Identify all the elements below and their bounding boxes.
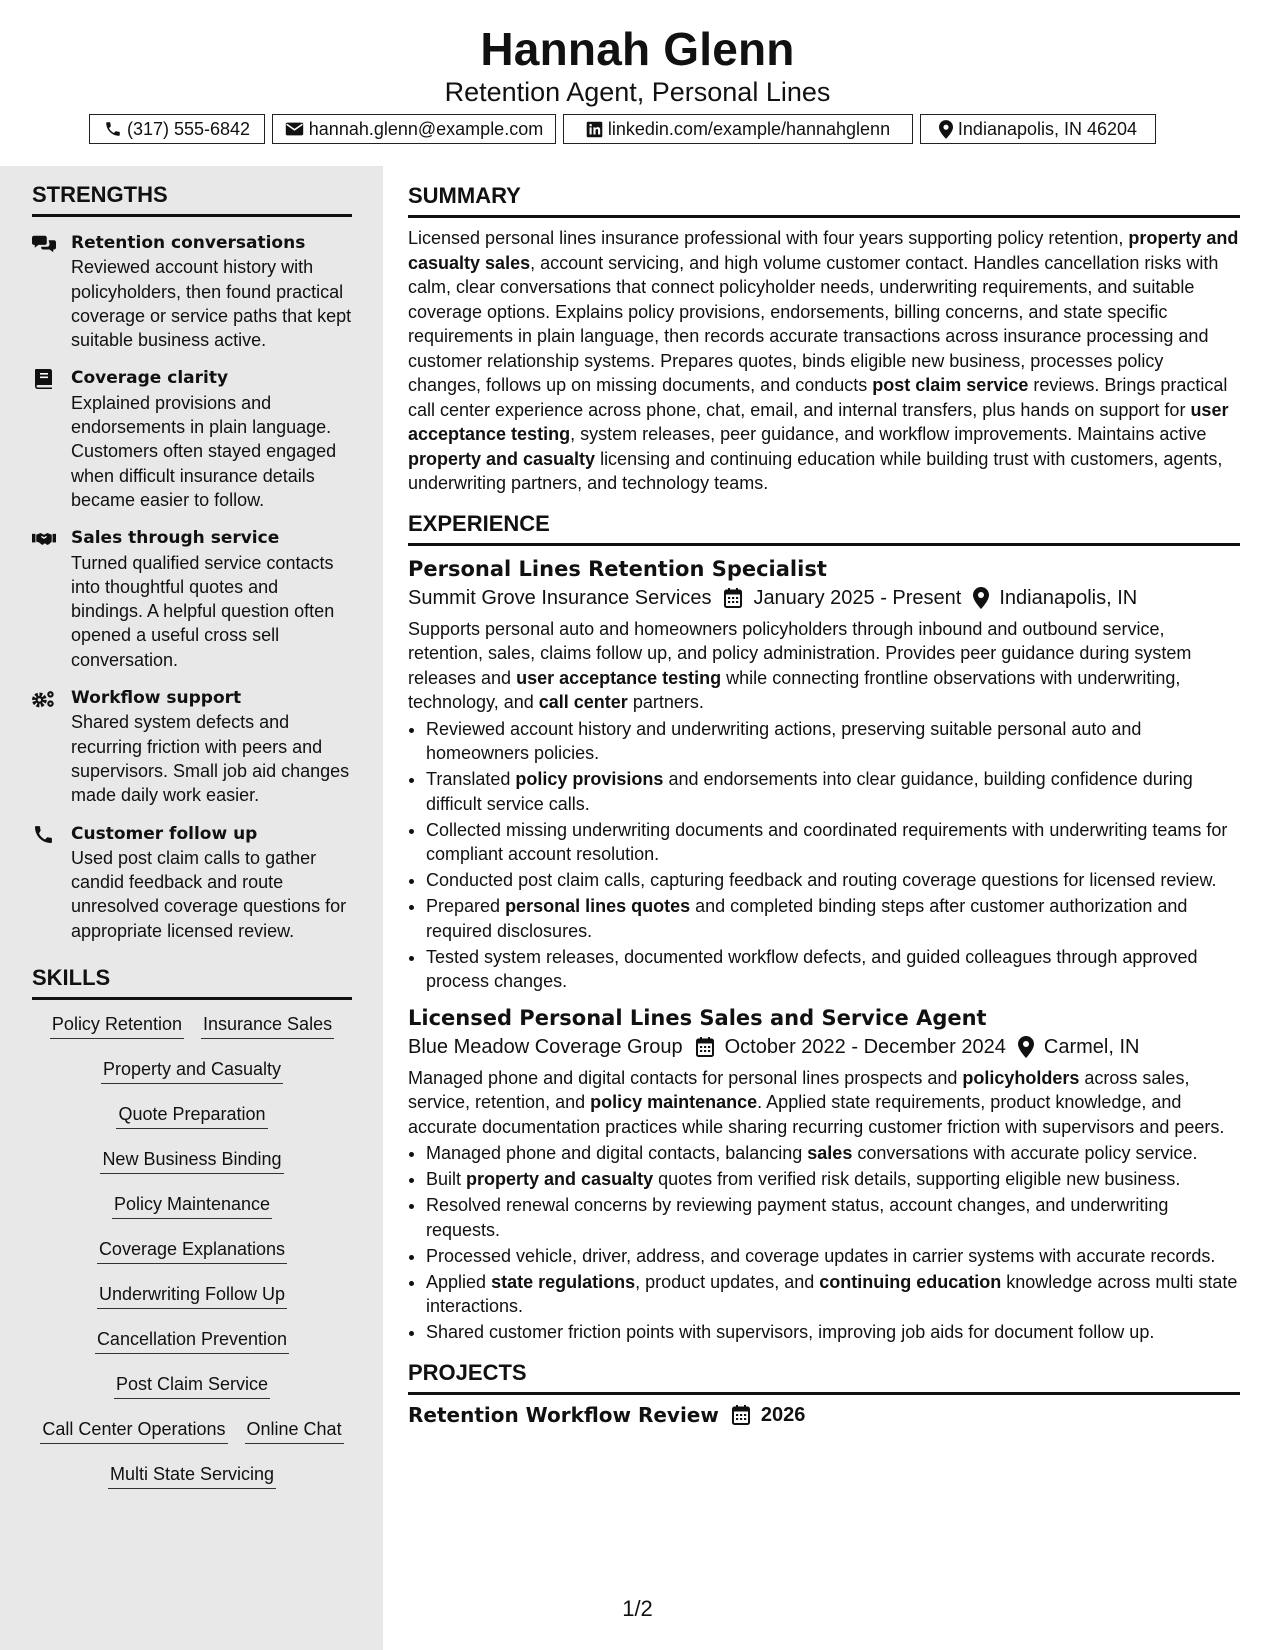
job-dates: October 2022 - December 2024 (724, 1035, 1006, 1058)
skill-tag: Quote Preparation (116, 1103, 267, 1129)
job-description (408, 1066, 1240, 1140)
body-text: Supports personal auto and homeowners policyholders through inbound and outbound service, retention, sales, claims follow up, and policy administration. Provides peer guidance during system releases and (408, 618, 1192, 688)
job-title: Licensed Personal Lines Sales and Service Agent (408, 1005, 987, 1030)
bullet-item (426, 945, 1240, 994)
bullet-item (426, 1320, 1240, 1345)
body-text: Reviewed account history and underwriting actions, preserving suitable personal auto and homeowners policies. (426, 718, 1142, 763)
skill-row (32, 1103, 352, 1148)
body-text: partners. (627, 692, 704, 712)
skill-row (32, 1328, 352, 1373)
skill-tag: Property and Casualty (101, 1058, 283, 1084)
map-pin-icon (939, 120, 953, 139)
strength-text: Turned qualified service contacts into thoughtful quotes and bindings. A helpful question often opened a useful cross sell conversation. (71, 552, 335, 670)
strength-title: Sales through service (71, 528, 280, 549)
job-entry (408, 1004, 1240, 1345)
body-text: and endorsements into clear guidance, building confidence during difficult service calls. (426, 769, 1193, 814)
contact-email[interactable] (272, 114, 556, 144)
job-bullets (408, 717, 1240, 994)
body-text: . Applied state requirements, product knowledge, and accurate documentation practices while sharing recurring customer friction with supervisors and peers. (408, 1092, 1225, 1137)
body-text: across sales, service, retention, and (408, 1067, 1190, 1112)
contact-bar (89, 114, 1156, 144)
job-meta (408, 1032, 1240, 1062)
handshake-icon (32, 529, 56, 549)
body-text: Managed phone and digital contacts, balancing (426, 1143, 808, 1163)
strength-title: Workflow support (71, 688, 242, 709)
skill-row (32, 1283, 352, 1328)
skill-tag: Cancellation Prevention (95, 1328, 289, 1354)
body-text: quotes from verified risk details, supporting eligible new business. (653, 1169, 1181, 1189)
strength-item (32, 686, 352, 807)
body-text: licensing and continuing education while building trust with customers, agents, underwriting partners, and technology teams. (408, 448, 1223, 493)
body-text: Processed vehicle, driver, address, and coverage updates in carrier systems with accurate records. (426, 1245, 1216, 1266)
skill-row (32, 1193, 352, 1238)
body-text: Applied (426, 1271, 492, 1292)
emphasis-text: sales (807, 1143, 853, 1163)
contact-email-text: hannah.glenn@example.com (308, 118, 544, 139)
body-text: Collected missing underwriting documents and coordinated requirements with underwriting teams for compliant account resolution. (426, 819, 1228, 864)
emphasis-text: policy provisions (515, 769, 664, 789)
bullet-item (426, 717, 1240, 766)
bullet-item (426, 1141, 1240, 1166)
map-pin-icon (973, 587, 991, 609)
summary-heading: SUMMARY (408, 183, 1240, 218)
emphasis-text: policyholders (962, 1067, 1080, 1088)
summary-text (408, 226, 1240, 496)
skill-row (32, 1373, 352, 1418)
contact-phone[interactable] (89, 114, 265, 144)
emphasis-text: personal lines quotes (505, 896, 691, 916)
skill-row (32, 1463, 352, 1508)
job-meta (408, 583, 1240, 613)
strength-title: Customer follow up (71, 823, 258, 844)
resume-header (0, 0, 1275, 108)
strength-text: Explained provisions and endorsements in plain language. Customers often stayed engaged when difficult insurance details became easier to follow. (71, 392, 337, 510)
job-bullets (408, 1141, 1240, 1345)
gears-icon (32, 689, 56, 709)
skill-row (32, 1148, 352, 1193)
body-text: Translated (426, 769, 516, 789)
bullet-item (426, 894, 1240, 943)
skill-row (32, 1058, 352, 1103)
bullet-item (426, 1167, 1240, 1192)
calendar-icon (695, 1036, 717, 1058)
skill-row (32, 1238, 352, 1283)
chat-bubbles-icon (32, 234, 56, 254)
skill-tag: Coverage Explanations (97, 1238, 287, 1264)
skill-tag: Post Claim Service (114, 1373, 270, 1399)
emphasis-text: property and casualty sales (408, 228, 1239, 273)
body-text: knowledge across multi state interactions. (426, 1271, 1238, 1316)
phone-icon (32, 825, 56, 845)
job-title: Personal Lines Retention Specialist (408, 556, 827, 581)
projects-heading: PROJECTS (408, 1360, 1240, 1395)
body-text: Prepared (426, 896, 506, 916)
calendar-icon (731, 1404, 753, 1426)
candidate-title: Retention Agent, Personal Lines (444, 77, 831, 107)
strength-text: Reviewed account history with policyholders, then found practical coverage or service paths that kept suitable business active. (71, 257, 352, 351)
skill-row (32, 1418, 352, 1463)
project-date: 2026 (760, 1403, 806, 1426)
skills-heading: SKILLS (32, 965, 352, 1000)
strength-text: Shared system defects and recurring friction with peers and supervisors. Small job aid changes made daily work easier. (71, 712, 350, 806)
body-text: reviews. Brings practical call center experience across phone, chat, email, and internal transfers, plus hands on support for (408, 375, 1228, 420)
body-text: Shared customer friction points with supervisors, improving job aids for document follow up. (426, 1322, 1155, 1342)
body-text: Licensed personal lines insurance professional with four years supporting policy retention, (408, 228, 1129, 248)
body-text: Resolved renewal concerns by reviewing payment status, account changes, and underwriting requests. (426, 1195, 1169, 1240)
company-name: Summit Grove Insurance Services (408, 586, 712, 609)
skill-tag: Policy Retention (50, 1013, 184, 1039)
bullet-item (426, 818, 1240, 867)
emphasis-text: property and casualty (466, 1169, 654, 1189)
strengths-heading: STRENGTHS (32, 182, 352, 217)
body-text: Conducted post claim calls, capturing feedback and routing coverage questions for licensed review. (426, 870, 1217, 890)
bullet-item (426, 1244, 1240, 1269)
skill-row (32, 1013, 352, 1058)
job-entry (408, 555, 1240, 994)
job-location: Indianapolis, IN (999, 586, 1138, 609)
emphasis-text: state regulations (491, 1271, 636, 1292)
project-entry (408, 1400, 1240, 1430)
candidate-name: Hannah Glenn (480, 23, 795, 75)
emphasis-text: property and casualty (408, 448, 596, 469)
body-text: , account servicing, and high volume customer contact. Handles cancellation risks with calm, clear conversations that connect policyholder needs, underwriting requirements, and suitable coverage options. Explains policy provisions, endorsements, billing concerns, and state specific requirements in plain language, then records accurate transactions across insurance processing and customer relationship systems. Prepares quotes, binds eligible new business, processes policy changes, follows up on missing documents, and conducts (408, 252, 1219, 395)
skill-tag: Underwriting Follow Up (97, 1283, 287, 1309)
sidebar-content (32, 182, 352, 1508)
skill-tag: Call Center Operations (40, 1418, 227, 1444)
body-text: Built (426, 1169, 467, 1189)
body-text: , product updates, and (635, 1271, 820, 1292)
project-title: Retention Workflow Review (408, 1402, 719, 1427)
main-content (408, 183, 1240, 1430)
bullet-item (426, 1193, 1240, 1242)
emphasis-text: continuing education (819, 1271, 1002, 1292)
body-text: conversations with accurate policy service. (852, 1143, 1198, 1163)
contact-linkedin-text: linkedin.com/example/hannahglenn (607, 118, 891, 139)
strength-title: Coverage clarity (71, 368, 229, 389)
contact-linkedin[interactable] (563, 114, 913, 144)
emphasis-text: user acceptance testing (516, 667, 722, 688)
strength-text: Used post claim calls to gather candid feedback and route unresolved coverage questions for appropriate licensed review. (71, 847, 347, 941)
envelope-icon (285, 121, 304, 137)
bullet-item (426, 868, 1240, 893)
skill-tag: Online Chat (245, 1418, 344, 1444)
phone-icon (104, 120, 122, 138)
strength-item (32, 526, 352, 672)
skill-tag: Insurance Sales (201, 1013, 334, 1039)
skill-tag: Multi State Servicing (108, 1463, 276, 1489)
emphasis-text: call center (538, 692, 628, 712)
body-text: while connecting frontline observations with underwriting, technology, and (408, 667, 1181, 712)
bullet-item (426, 767, 1240, 816)
emphasis-text: policy maintenance (590, 1092, 758, 1112)
skill-tag: Policy Maintenance (112, 1193, 272, 1219)
job-dates: January 2025 - Present (753, 586, 962, 609)
map-pin-icon (1018, 1036, 1036, 1058)
skill-tag: New Business Binding (100, 1148, 283, 1174)
projects-list (408, 1400, 1240, 1430)
linkedin-icon (586, 121, 603, 138)
page-number: 1/2 (622, 1596, 653, 1621)
contact-location[interactable] (920, 114, 1156, 144)
body-text: , system releases, peer guidance, and workflow improvements. Maintains active (570, 424, 1207, 444)
emphasis-text: post claim service (872, 375, 1029, 395)
calendar-icon (723, 587, 745, 609)
body-text: Managed phone and digital contacts for personal lines prospects and (408, 1067, 963, 1088)
experience-heading: EXPERIENCE (408, 511, 1240, 546)
emphasis-text: user acceptance testing (408, 399, 1229, 444)
skills-list (32, 1013, 352, 1508)
strength-item (32, 822, 352, 943)
company-name: Blue Meadow Coverage Group (408, 1035, 683, 1058)
experience-list (408, 555, 1240, 1345)
strength-item (32, 231, 352, 352)
body-text: Tested system releases, documented workflow defects, and guided colleagues through approved process changes. (426, 946, 1198, 991)
job-description (408, 617, 1240, 715)
strength-title: Retention conversations (71, 233, 306, 253)
sidebar (0, 166, 383, 1650)
strength-item (32, 366, 352, 512)
contact-phone-text: (317) 555-6842 (126, 118, 251, 139)
bullet-item (426, 1270, 1240, 1319)
contact-location-text: Indianapolis, IN 46204 (957, 118, 1138, 139)
book-icon (32, 369, 56, 389)
body-text: and completed binding steps after customer authorization and required disclosures. (426, 896, 1188, 941)
job-location: Carmel, IN (1043, 1035, 1140, 1058)
